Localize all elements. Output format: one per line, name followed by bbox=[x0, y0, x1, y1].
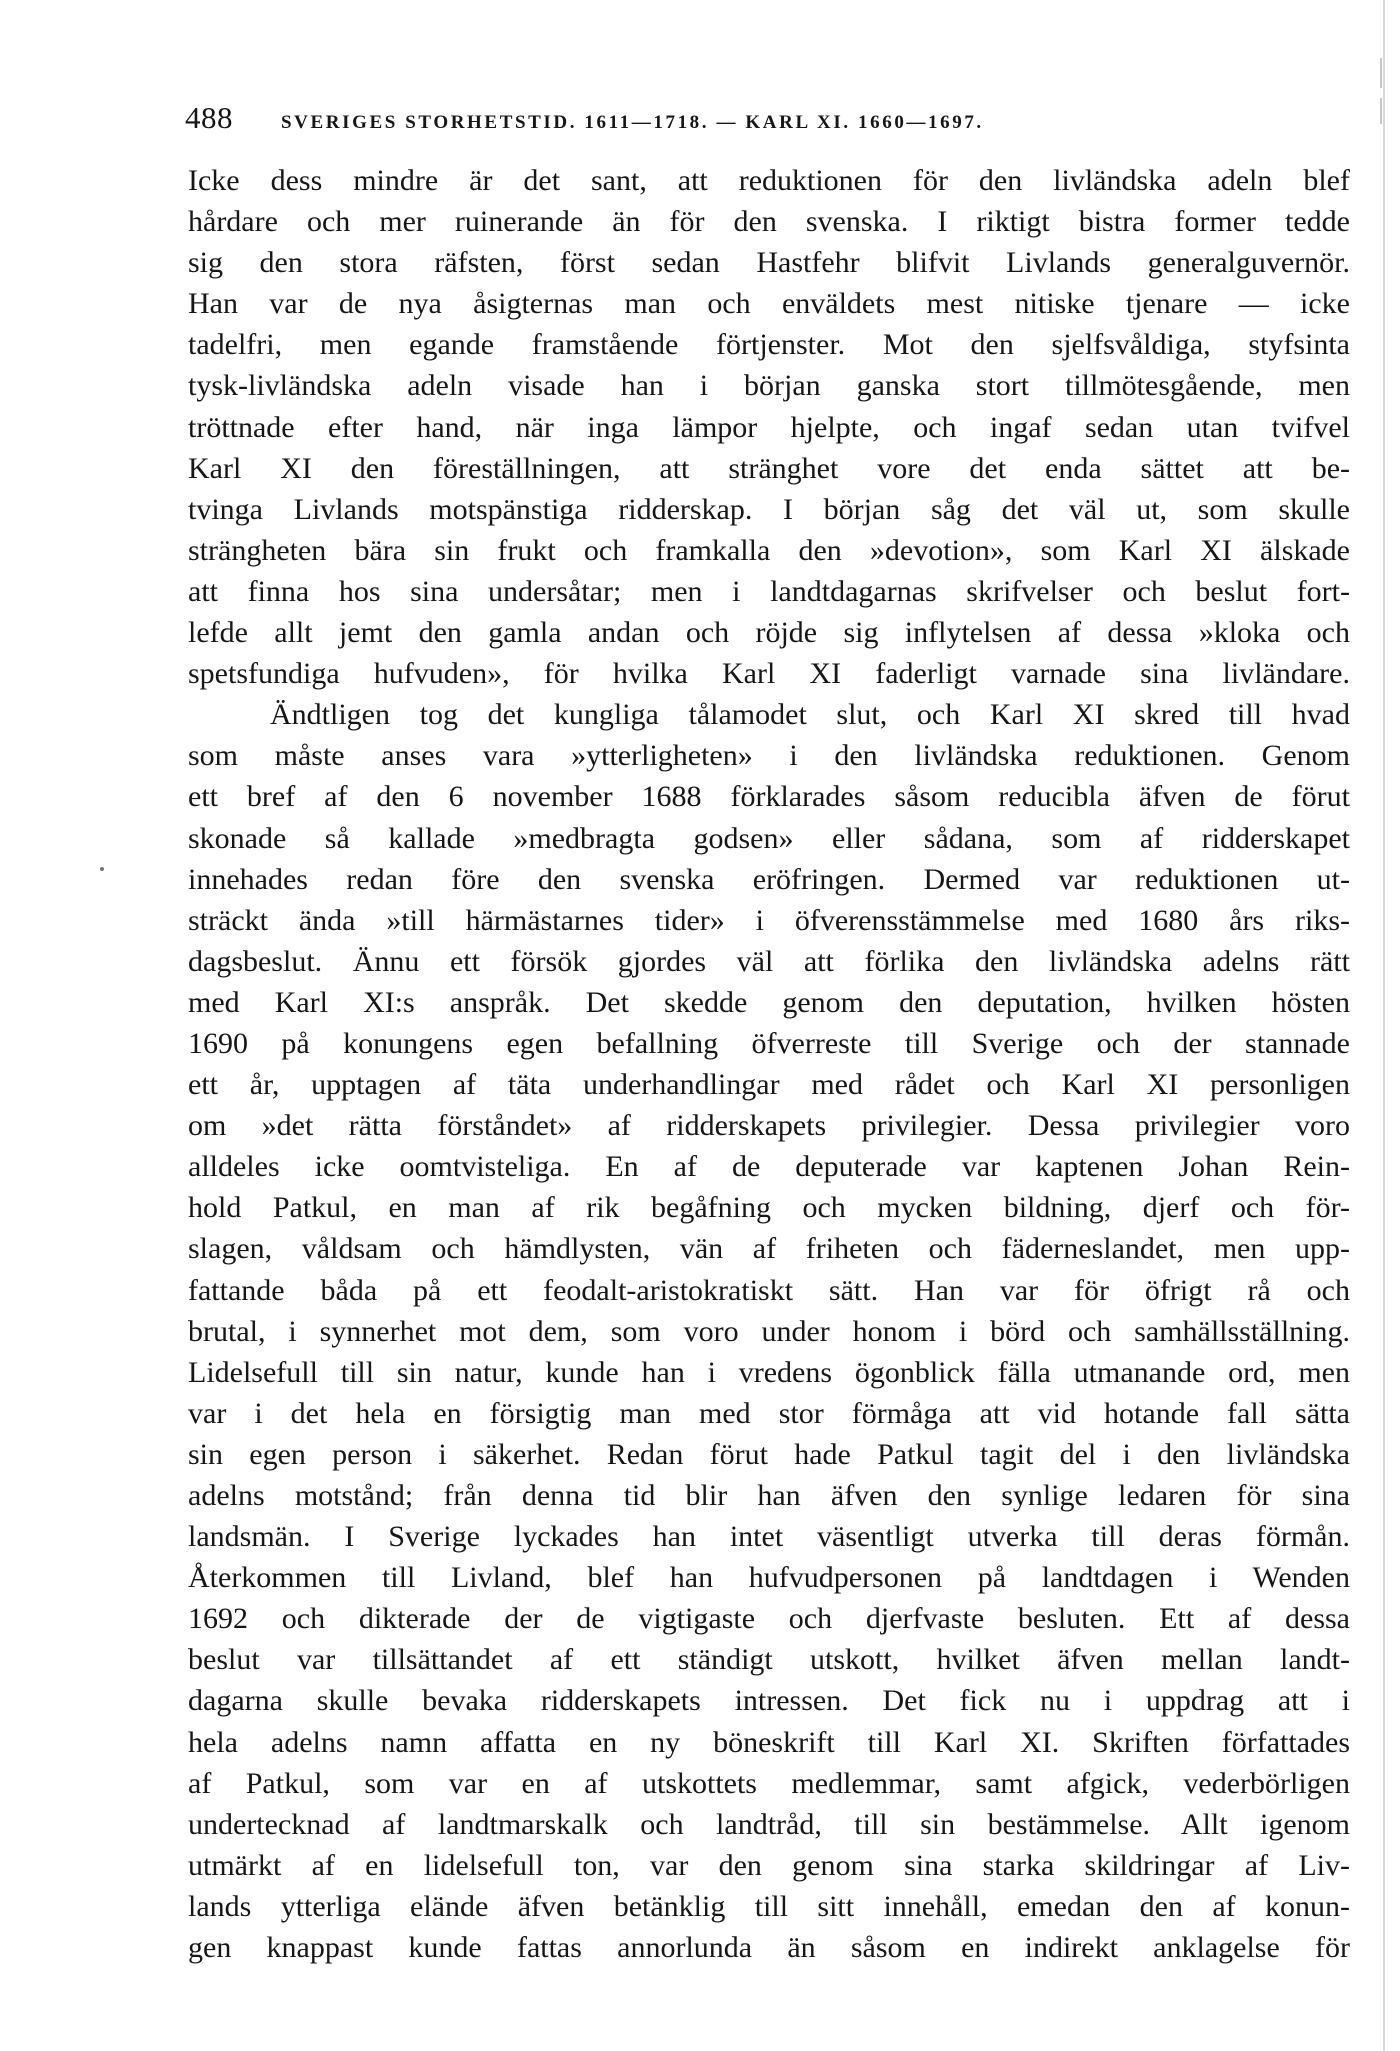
text-line: Återkommen till Livland, blef han hufvudpersonen på landtdagen i Wenden bbox=[188, 1561, 1350, 1595]
text-line: dagarna skulle bevaka ridderskapets intressen. Det fick nu i uppdrag att i bbox=[188, 1684, 1350, 1718]
text-line: undertecknad af landtmarskalk och landtråd, till sin bestämmelse. Allt igenom bbox=[188, 1807, 1350, 1841]
text-line: sig den stora räfsten, först sedan Hastfehr blifvit Livlands generalguvernör. bbox=[188, 246, 1350, 280]
text-line: sin egen person i säkerhet. Redan förut hade Patkul tagit del i den livländska bbox=[188, 1437, 1350, 1471]
text-line: utmärkt af en lidelsefull ton, var den genom sina starka skildringar af Liv- bbox=[188, 1848, 1350, 1882]
text-line: adelns motstånd; från denna tid blir han äfven den synlige ledaren för sina bbox=[188, 1479, 1350, 1512]
text-line: beslut var tillsättandet af ett ständigt utskott, hvilket äfven mellan landt- bbox=[188, 1643, 1350, 1677]
text-line: Lidelsefull till sin natur, kunde han i vredens ögonblick fälla utmanande ord, men bbox=[188, 1355, 1350, 1389]
text-line: tadelfri, men egande framstående förtjenster. Mot den sjelfsvåldiga, styfsinta bbox=[188, 328, 1350, 362]
text-line: landsmän. I Sverige lyckades han intet väsentligt utverka till deras förmån. bbox=[188, 1520, 1350, 1554]
text-line: lands ytterliga elände äfven betänklig till sitt innehåll, emedan den af konun- bbox=[188, 1889, 1350, 1923]
text-line: hela adelns namn affatta en ny böneskrift till Karl XI. Skriften författades bbox=[188, 1725, 1350, 1759]
text-line: med Karl XI:s anspråk. Det skedde genom den deputation, hvilken hösten bbox=[188, 985, 1350, 1019]
page-edge-line bbox=[1383, 0, 1385, 2051]
margin-speck bbox=[100, 867, 104, 871]
text-line: hold Patkul, en man af rik begåfning och mycken bildning, djerf och för- bbox=[188, 1191, 1350, 1225]
text-line: tröttnade efter hand, när inga lämpor hjelpte, och ingaf sedan utan tvifvel bbox=[188, 410, 1350, 444]
text-line: brutal, i synnerhet mot dem, som voro under honom i börd och samhällsställning. bbox=[188, 1314, 1350, 1348]
text-line: tvinga Livlands motspänstiga ridderskap. I början såg det väl ut, som skulle bbox=[188, 492, 1350, 526]
page-edge-mark bbox=[1380, 58, 1382, 88]
text-line: alldeles icke oomtvisteliga. En af de deputerade var kaptenen Johan Rein- bbox=[188, 1150, 1350, 1184]
text-line: ett bref af den 6 november 1688 förklarades såsom reducibla äfven de förut bbox=[188, 780, 1350, 814]
text-line: lefde allt jemt den gamla andan och röjde sig inflytelsen af dessa »kloka och bbox=[188, 616, 1350, 650]
text-line: sträckt ända »till härmästarnes tider» i öfverensstämmelse med 1680 års riks- bbox=[188, 903, 1350, 937]
text-line: att finna hos sina undersåtar; men i landtdagarnas skrifvelser och beslut fort- bbox=[188, 574, 1350, 608]
text-line: tysk-livländska adeln visade han i början ganska stort tillmötesgående, men bbox=[188, 369, 1350, 403]
text-line: slagen, våldsam och hämdlysten, vän af friheten och fäderneslandet, men upp- bbox=[188, 1232, 1350, 1266]
text-line: hårdare och mer ruinerande än för den svenska. I riktigt bistra former tedde bbox=[188, 205, 1350, 239]
text-line: om »det rätta förståndet» af ridderskapets privilegier. Dessa privilegier voro bbox=[188, 1109, 1350, 1143]
text-line: dagsbeslut. Ännu ett försök gjordes väl att förlika den livländska adelns rätt bbox=[188, 944, 1350, 978]
page-edge-mark bbox=[1380, 98, 1382, 124]
text-line: Icke dess mindre är det sant, att reduktionen för den livländska adeln blef bbox=[188, 164, 1350, 197]
text-line: 1692 och dikterade der de vigtigaste och djerfvaste besluten. Ett af dessa bbox=[188, 1602, 1350, 1636]
text-line: gen knappast kunde fattas annorlunda än såsom en indirekt anklagelse för bbox=[188, 1931, 1350, 1965]
page-number: 488 bbox=[185, 100, 233, 135]
text-line: skonade så kallade »medbragta godsen» eller sådana, som af ridderskapet bbox=[188, 821, 1350, 855]
text-line: Ändtligen tog det kungliga tålamodet slut, och Karl XI skred till hvad bbox=[270, 698, 1350, 732]
text-line: fattande båda på ett feodalt-aristokratiskt sätt. Han var för öfrigt rå och bbox=[188, 1273, 1350, 1307]
running-title: SVERIGES STORHETSTID. 1611—1718. — KARL XI. 1660—1697. bbox=[281, 112, 984, 133]
text-line: strängheten bära sin frukt och framkalla den »devotion», som Karl XI älskade bbox=[188, 533, 1350, 567]
text-line: af Patkul, som var en af utskottets medlemmar, samt afgick, vederbörligen bbox=[188, 1766, 1350, 1800]
body-text bbox=[188, 160, 1350, 1968]
text-line: Han var de nya åsigternas man och enväldets mest nitiske tjenare — icke bbox=[188, 287, 1350, 321]
text-line: spetsfundiga hufvuden», för hvilka Karl XI faderligt varnade sina livländare. bbox=[188, 657, 1350, 691]
text-line: Karl XI den föreställningen, att stränghet vore det enda sättet att be- bbox=[188, 451, 1350, 485]
text-line: innehades redan före den svenska eröfringen. Dermed var reduktionen ut- bbox=[188, 862, 1350, 896]
running-header bbox=[185, 100, 1225, 138]
text-line: 1690 på konungens egen befallning öfverreste till Sverige och der stannade bbox=[188, 1026, 1350, 1060]
text-line: var i det hela en försigtig man med stor förmåga att vid hotande fall sätta bbox=[188, 1396, 1350, 1430]
text-line: ett år, upptagen af täta underhandlingar med rådet och Karl XI personligen bbox=[188, 1068, 1350, 1102]
text-line: som måste anses vara »ytterligheten» i den livländska reduktionen. Genom bbox=[188, 739, 1350, 773]
